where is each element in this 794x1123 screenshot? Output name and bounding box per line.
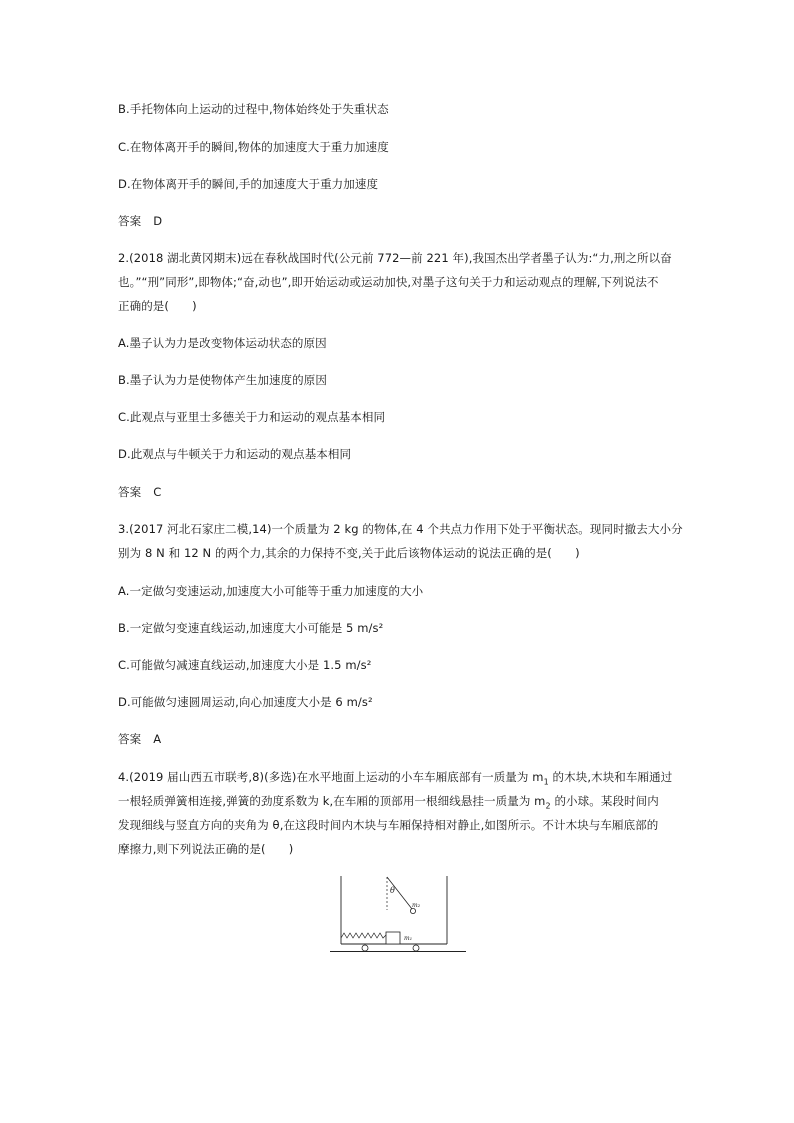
q1-answer: [118, 214, 162, 228]
q2-option-b: B.墨子认为力是使物体产生加速度的原因: [118, 373, 327, 387]
angle-label: θ: [390, 886, 395, 895]
q4-stem-line-4: 摩擦力,则下列说法正确的是( ): [118, 842, 294, 856]
ball-label: m₂: [412, 902, 421, 909]
q3-stem-line-1: 3.(2017 河北石家庄二模,14)一个质量为 2 kg 的物体,在 4 个共点力作用下处于平衡状态。现同时撤去大小分: [118, 522, 683, 536]
q1-option-d: D.在物体离开手的瞬间,手的加速度大于重力加速度: [118, 177, 379, 191]
q3-stem-line-2: 别为 8 N 和 12 N 的两个力,其余的力保持不变,关于此后该物体运动的说法正确的是( ): [118, 546, 580, 560]
pendulum-ball: [410, 908, 415, 913]
cart-figure: [330, 872, 470, 956]
q3-option-b: B.一定做匀变速直线运动,加速度大小可能是 5 m/s²: [118, 621, 384, 635]
answer-value: D: [153, 214, 163, 228]
q3-option-c: C.可能做匀减速直线运动,加速度大小是 1.5 m/s²: [118, 658, 372, 672]
q4-stem-line-1: 4.(2019 届山西五市联考,8)(多选)在水平地面上运动的小车车厢底部有一质量为 $m_1$ 的木块,木块和车厢通过: [118, 770, 673, 787]
q3-option-d: D.可能做匀速圆周运动,向心加速度大小是 6 m/s²: [118, 695, 373, 709]
q3-answer: [118, 732, 161, 746]
answer-label: 答案: [118, 214, 142, 228]
answer-label: 答案: [118, 485, 142, 499]
wheel-left: [362, 945, 368, 951]
block: [386, 932, 400, 944]
q2-answer: [118, 485, 161, 499]
q2-stem-line-1: 2.(2018 湖北黄冈期末)远在春秋战国时代(公元前 772—前 221 年),我国杰出学者墨子认为:“力,刑之所以奋: [118, 251, 672, 265]
q2-stem-line-2: 也。”“刑”同形”,即物体;“奋,动也”,即开始运动或运动加快,对墨子这句关于力和运动观点的理解,下列说法不: [118, 275, 659, 289]
q1-option-c: C.在物体离开手的瞬间,物体的加速度大于重力加速度: [118, 140, 389, 154]
answer-value: C: [153, 485, 162, 499]
q4-stem-line-3: 发现细线与竖直方向的夹角为 θ,在这段时间内木块与车厢保持相对静止,如图所示。不计木块与车厢底部的: [118, 818, 659, 832]
q2-option-c: C.此观点与亚里士多德关于力和运动的观点基本相同: [118, 410, 386, 424]
answer-label: 答案: [118, 732, 142, 746]
wheel-right: [413, 945, 419, 951]
q2-option-d: D.此观点与牛顿关于力和运动的观点基本相同: [118, 447, 352, 461]
q3-option-a: A.一定做匀变速运动,加速度大小可能等于重力加速度的大小: [118, 584, 424, 598]
block-label: m₁: [404, 935, 413, 942]
q2-option-a: A.墨子认为力是改变物体运动状态的原因: [118, 336, 327, 350]
q1-option-b: B.手托物体向上运动的过程中,物体始终处于失重状态: [118, 102, 389, 116]
answer-value: A: [153, 732, 162, 746]
q4-stem-line-2: 一根轻质弹簧相连接,弹簧的劲度系数为 k,在车厢的顶部用一根细线悬挂一质量为 $m_2$ 的小球。某段时间内: [118, 794, 659, 811]
spring: [341, 933, 386, 938]
q2-stem-line-3: 正确的是( ): [118, 299, 197, 313]
